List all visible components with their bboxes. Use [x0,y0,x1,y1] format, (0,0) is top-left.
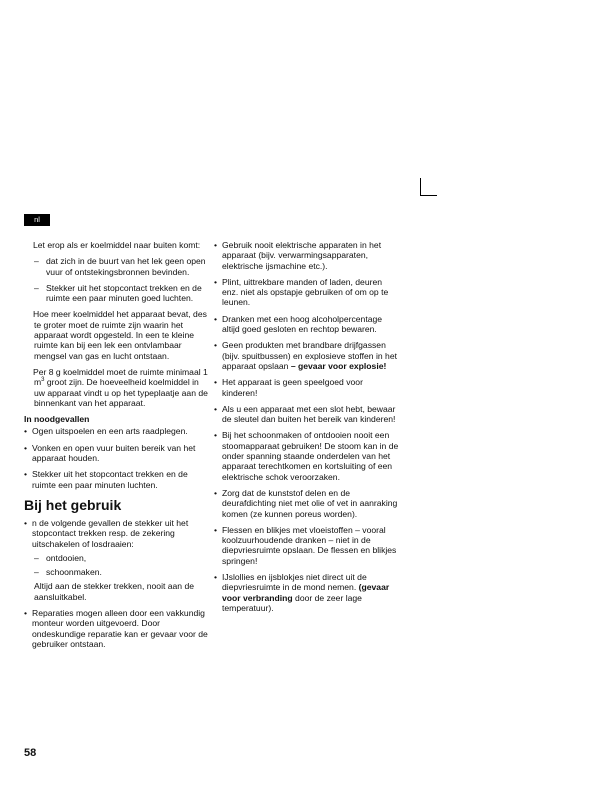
right-bullet-10 [214,572,400,613]
b10-text-a: IJslollies en ijsblokjes niet direct uit de diepvriesruimte in de mond nemen. [222,572,367,593]
use-dash-clean: – schoonmaken. [24,567,210,577]
size-text-a: Per 8 g koelmiddel moet de ruimte minimaal 1 m [33,366,208,388]
right-bullet-9: • Flessen en blikjes met vloeistoffen – vooral koolzuurhoudende dranken – niet in de diepvriesruimte opslaan. De flessen en blikjes springen! [214,525,400,566]
use-bullet-1: • n de volgende gevallen de stekker uit het stopcontact trekken resp. de zekering uitschakelen of losdraaien: [24,518,210,549]
right-bullet-8: • Zorg dat de kunststof delen en de deurafdichting niet met olie of vet in aanraking komen (ze kunnen poreus worden). [214,488,400,519]
refrigerant-room-paragraph: Hoe meer koelmiddel het apparaat bevat, des te groter moet de ruimte zijn waarin het apparaat wordt opgesteld. In een te kleine ruimte kan bij een lek een ontvlambaar mengsel van gas en lucht ontstaan. [33,309,207,361]
size-text-b: groot zijn. De hoeveelheid koelmiddel in uw apparaat vindt u op het typeplaatje aan de binnenkant van het apparaat. [34,377,208,408]
leak-dash-2: – Stekker uit het stopcontact trekken en de ruimte een paar minuten goed luchten. [24,283,210,304]
section-heading-use: Bij het gebruik [24,496,122,513]
b4-warning: – gevaar voor explosie! [290,360,387,371]
size-superscript: 3 [41,377,45,384]
right-bullet-4 [214,340,400,371]
right-column [214,240,400,619]
right-bullet-1: • Gebruik nooit elektrische apparaten in het apparaat (bijv. verwarmingsapparaten, elektrische ijsmachine etc.). [214,240,400,271]
page-number: 58 [24,747,37,759]
right-bullet-3: • Dranken met een hoog alcoholpercentage altijd goed gesloten en rechtop bewaren. [214,314,400,335]
crop-mark [420,178,437,196]
leak-intro: Let erop als er koelmiddel naar buiten komt: [33,240,201,250]
emergency-bullet-2: • Vonken en open vuur buiten bereik van het apparaat houden. [24,443,210,464]
b10-text-b: door de zeer lage temperatuur). [222,592,362,613]
use-dash-defrost: – ontdooien, [24,553,210,563]
refrigerant-size-paragraph [24,367,210,408]
language-tab: nl [24,214,50,226]
right-bullet-7: • Bij het schoonmaken of ontdooien nooit een stoomapparaat gebruiken! De stoom kan in de onder spanning staande onderdelen van het apparaat terechtkomen en kortsluiting of een elektrische schok veroorzaken. [214,430,400,481]
b4-text: Geen produkten met brandbare drijfgassen (bijv. spuitbussen) en explosieve stoffen in het apparaat opslaan [222,340,398,371]
right-bullet-6: • Als u een apparaat met een slot hebt, bewaar de sleutel dan buiten het bereik van kinderen! [214,404,400,425]
emergency-bullet-1: • Ogen uitspoelen en een arts raadplegen. [24,426,210,436]
emergency-bullet-3: • Stekker uit het stopcontact trekken en de ruimte een paar minuten luchten. [24,469,210,490]
use-note: Altijd aan de stekker trekken, nooit aan de aansluitkabel. [34,581,195,602]
right-bullet-5: • Het apparaat is geen speelgoed voor kinderen! [214,377,400,398]
right-bullet-2: • Plint, uittrekbare manden of laden, deuren enz. niet als opstapje gebruiken of om op te leunen. [214,277,400,308]
emergency-heading: In noodgevallen [24,414,90,425]
leak-dash-1: – dat zich in de buurt van het lek geen open vuur of ontstekingsbronnen bevinden. [24,256,210,277]
use-bullet-2: • Reparaties mogen alleen door een vakkundig monteur worden uitgevoerd. Door ondeskundige reparatie kan er gevaar voor de gebruiker ontstaan. [24,608,210,649]
left-column [24,240,210,655]
b10-warning: (gevaar voor verbranding [222,582,390,603]
